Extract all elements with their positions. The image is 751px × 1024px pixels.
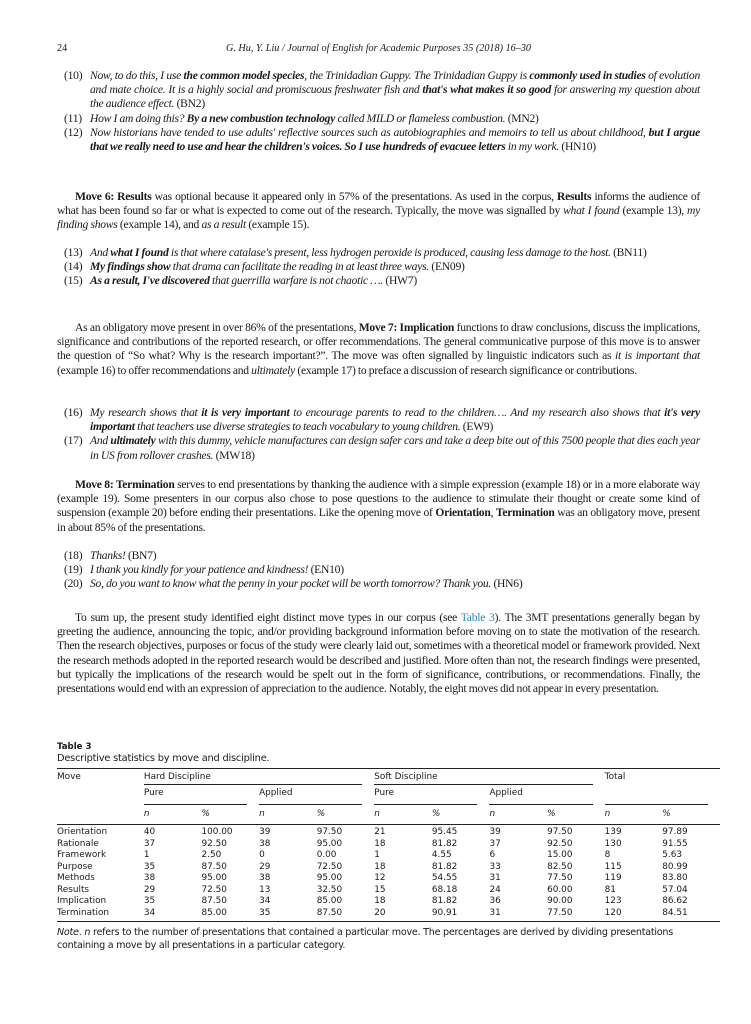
cell-sp-n: 21 (374, 827, 386, 837)
col-header-hard-applied: Applied (259, 786, 374, 806)
cell-hp-n: 40 (143, 827, 156, 837)
note-text: refers to the number of presentations that contained a particular move. The percentages are derived by dividing presentations containing a move by all presentations in a particular category. (57, 927, 673, 951)
cell-sa-n: 31 (489, 908, 547, 922)
example-number: (14) (64, 260, 83, 274)
cell-t-p: 97.89 (662, 827, 688, 837)
examples-18-20 (57, 549, 700, 592)
cell-move-name: Orientation (57, 827, 108, 837)
example-list (57, 549, 700, 592)
table-caption: Descriptive statistics by move and discipline. (57, 753, 270, 764)
table-row (57, 873, 720, 885)
cell-hp-p: 95.00 (201, 873, 227, 883)
cell-hp-p: 100.00 (201, 827, 233, 837)
cell-ha-p: 97.50 (316, 827, 343, 837)
cell-sp-p: 4.55 (431, 850, 452, 860)
example-number: (16) (64, 406, 83, 419)
section-summary (57, 611, 700, 696)
table-note: Note. n refers to the number of presentations that contained a particular move. The percentages are derived by dividing presentations containing a move by all presentations in a particular category. (57, 927, 673, 951)
cell-sp-n: 18 (374, 838, 386, 849)
cell-sp-p: 81.82 (431, 838, 458, 849)
table-row (57, 862, 720, 874)
cell-sa-p: 60.00 (547, 884, 573, 895)
cell-hp-p: 2.50 (201, 850, 222, 860)
example-text: Now, to do this, I use the common model species, the Trinidadian Guppy. The Trinidadian Guppy is commonly used in studies of evolution and mate choice. It is a highly social and promiscuous freshwater fish and that's what makes it so good for answering my question about the audience effect. (BN2) (90, 69, 700, 111)
cell-ha-n: 38 (259, 873, 271, 883)
col-header-soft-discipline: Soft Discipline (374, 769, 604, 787)
paragraph-move8-termination: Move 8: Termination serves to end presentations by thanking the audience with a simple expression (example 18) or in a more elaborate way (example 19). Some presenters in our corpus also chose to pose questions to the audience to stimulate their thought or create some kind of suspension (example 20) before ending their presentations. Like the opening move of Orientation, Termination was an obligatory move, present in about 85% of the presentations. (57, 478, 701, 534)
cell-t-n: 8 (604, 850, 611, 860)
cell-sa-p: 92.50 (547, 838, 573, 849)
cell-sp-n: 18 (374, 861, 386, 872)
cell-hp-n: 35 (143, 861, 156, 872)
col-header-n: n (144, 806, 202, 825)
note-label: Note (57, 927, 79, 938)
cell-t-p: 84.51 (662, 908, 720, 922)
journal-reference: G. Hu, Y. Liu / Journal of English for Academic Purposes 35 (2018) 16–30 (225, 43, 532, 54)
cell-t-p: 83.80 (662, 873, 688, 883)
cell-sp-p: 90.91 (432, 908, 490, 922)
example-list (57, 246, 700, 289)
table-3-link[interactable]: Table 3 (460, 611, 495, 624)
cell-ha-n: 29 (259, 861, 271, 872)
cell-sp-n: 12 (374, 873, 386, 883)
table-row (57, 839, 720, 851)
examples-10-12 (57, 69, 700, 154)
example-number: (20) (64, 577, 83, 591)
cell-sa-p: 77.50 (547, 908, 605, 922)
col-header-pct: % (317, 806, 375, 825)
cell-ha-p: 87.50 (317, 908, 375, 922)
table-row (57, 896, 720, 908)
table-row (57, 825, 720, 839)
cell-hp-n: 34 (144, 908, 202, 922)
cell-ha-n: 13 (259, 884, 271, 895)
cell-hp-n: 35 (143, 896, 156, 906)
example-text: Now historians have tended to use adults' reflective sources such as autobiographies and memoirs to tell us about childhood, but I argue that we really need to use and hear the children's voices. So I use hundreds of evacuee letters in my work. (HN10) (90, 125, 700, 154)
cell-ha-n: 34 (259, 896, 271, 906)
page-number: 24 (57, 43, 68, 54)
example-item (64, 577, 700, 591)
cell-sa-p: 97.50 (547, 827, 573, 837)
cell-sp-n: 20 (374, 908, 432, 922)
example-text: And ultimately with this dummy, vehicle manufactures can design safer cars and take a deep bite out of this 7500 people that dies each year in US from rollover crashes. (MW18) (90, 434, 700, 462)
cell-ha-p: 85.00 (316, 896, 343, 906)
table-3 (57, 742, 700, 952)
example-number: (18) (64, 549, 83, 562)
example-number: (19) (64, 563, 83, 577)
section-move6 (57, 190, 700, 233)
examples-13-15 (57, 246, 700, 289)
cell-sp-p: 68.18 (431, 884, 458, 895)
col-header-n: n (374, 806, 432, 825)
paragraph-move7-implication: As an obligatory move present in over 86% of the presentations, Move 7: Implication functions to draw conclusions, discuss the implications, significance and contributions of the reported research, or offer recommendations. The general communicative purpose of this move is to answer the question of “So what? Why is the research important?”. The move was often signalled by linguistic indicators such as it is important that (example 16) to offer recommendations and ultimately (example 17) to preface a discussion of research significance or contributions. (57, 321, 700, 377)
example-number: (11) (64, 111, 82, 125)
cell-hp-n: 38 (143, 873, 156, 883)
example-list (57, 406, 700, 463)
cell-t-n: 139 (604, 827, 622, 837)
cell-ha-p: 95.00 (316, 873, 343, 883)
cell-move-name: Methods (57, 873, 95, 883)
cell-ha-p: 95.00 (316, 838, 343, 849)
table-row (57, 908, 720, 922)
cell-move-name: Purpose (57, 861, 93, 872)
note-variable: n (84, 927, 91, 938)
cell-sa-n: 31 (489, 873, 501, 883)
example-number: (10) (64, 69, 83, 82)
col-header-soft-pure: Pure (374, 786, 489, 806)
table-row (57, 885, 720, 897)
cell-sa-n: 24 (489, 884, 501, 895)
cell-ha-n: 0 (259, 850, 265, 860)
descriptive-stats-table (57, 768, 720, 922)
col-header-move: Move (57, 769, 144, 787)
cell-t-n: 115 (604, 861, 622, 872)
running-head (57, 43, 700, 59)
col-header-n: n (259, 806, 317, 825)
cell-hp-n: 1 (143, 850, 150, 860)
example-item (64, 434, 700, 462)
cell-sa-p: 15.00 (547, 850, 573, 860)
cell-ha-p: 72.50 (316, 861, 343, 872)
cell-sp-n: 15 (374, 884, 386, 895)
cell-hp-n: 29 (143, 884, 156, 895)
section-move7 (57, 321, 700, 378)
example-item (64, 126, 700, 154)
cell-move-name: Implication (57, 896, 107, 906)
cell-ha-n: 39 (259, 827, 271, 837)
example-item (64, 246, 700, 260)
section-move8 (57, 478, 700, 535)
example-number: (13) (64, 246, 83, 259)
summary-text-start: To sum up, the present study identified eight distinct move types in our corpus (see (75, 611, 461, 624)
cell-sp-n: 18 (374, 896, 386, 906)
summary-text-rest: ). The 3MT presentations generally began by greeting the audience, announcing the topic, and/or providing background information before moving on to state the motivation of the research. Then the research objectives, purposes or focus of the study were clearly laid out, sometimes with a theoretical model or framework provided. Next the research methods adopted in the reported research would be described and justified. More often than not, the research findings were presented, but typically the implications of the research would be spelt out in the form of significance, contributions, or recommendations. Finally, the presentations would end with an expression of appreciation to the audience. Notably, the eight moves did not appear in every presentation. (57, 611, 700, 696)
cell-move-name: Framework (57, 850, 107, 860)
paragraph-move6-results: Move 6: Results was optional because it appeared only in 57% of the presentations. As used in the corpus, Results informs the audience of what has been found so far or what is expected to come out of the research. Typically, the move was signalled by what I found (example 13), my finding shows (example 14), and as a result (example 15). (57, 190, 701, 232)
cell-t-p: 5.63 (662, 850, 683, 860)
example-item (64, 549, 700, 563)
cell-t-p: 80.99 (662, 861, 688, 872)
col-header-pct: % (432, 806, 490, 825)
table-body (57, 825, 720, 922)
cell-move-name: Results (57, 884, 90, 895)
cell-ha-n: 35 (259, 908, 317, 922)
col-header-pct: % (202, 806, 260, 825)
cell-t-n: 123 (604, 896, 622, 906)
col-header-hard-discipline: Hard Discipline (144, 769, 374, 787)
cell-sa-n: 37 (489, 838, 501, 849)
example-number: (15) (64, 274, 83, 288)
example-text: My research shows that it is very important to encourage parents to read to the children…. And my research also shows that it's very important that teachers use diverse strategies to teach vocabulary to young children. (EW9) (90, 406, 700, 434)
col-header-hard-pure: Pure (144, 786, 259, 806)
example-text: And what I found is that where catalase's present, less hydrogen peroxide is produced, causing less damage to the host. (BN11) (90, 246, 647, 259)
cell-sa-p: 77.50 (547, 873, 573, 883)
col-header-total: Total (605, 769, 720, 787)
col-header-pct: % (547, 806, 605, 825)
example-text: I thank you kindly for your patience and kindness! (EN10) (90, 563, 344, 577)
cell-t-n: 120 (605, 908, 663, 922)
col-header-n: n (605, 806, 663, 825)
cell-sp-p: 95.45 (431, 827, 458, 837)
cell-move-name: Rationale (57, 838, 99, 849)
col-header-soft-applied: Applied (489, 786, 604, 806)
cell-sa-n: 6 (489, 850, 496, 860)
example-text: My findings show that drama can facilitate the reading in at least three ways. (EN09) (90, 260, 465, 274)
cell-ha-p: 0.00 (316, 850, 337, 860)
cell-hp-p: 92.50 (201, 838, 227, 849)
example-text: How I am doing this? By a new combustion technology called MILD or flameless combustion. (MN2) (90, 111, 539, 125)
cell-t-p: 86.62 (662, 896, 688, 906)
table-label: Table 3 (57, 742, 92, 752)
cell-t-n: 119 (604, 873, 622, 883)
examples-16-17 (57, 406, 700, 463)
cell-sp-n: 1 (374, 850, 380, 860)
cell-sa-p: 82.50 (547, 861, 573, 872)
cell-hp-p: 72.50 (201, 884, 227, 895)
example-item (64, 260, 700, 274)
col-header-total-blank (605, 786, 720, 806)
example-item (64, 274, 700, 288)
cell-sa-n: 33 (489, 861, 501, 872)
cell-hp-p: 87.50 (201, 896, 227, 906)
cell-ha-p: 32.50 (316, 884, 343, 895)
cell-t-p: 91.55 (662, 838, 688, 849)
example-number: (12) (64, 125, 83, 139)
cell-sp-p: 81.82 (431, 896, 458, 906)
cell-hp-n: 37 (143, 838, 156, 849)
example-item (64, 112, 700, 126)
cell-hp-p: 85.00 (202, 908, 260, 922)
paragraph-summary (57, 611, 700, 696)
example-list (57, 69, 700, 154)
cell-hp-p: 87.50 (201, 861, 227, 872)
example-item (64, 69, 700, 112)
cell-sa-n: 36 (489, 896, 501, 906)
cell-sa-p: 90.00 (547, 896, 573, 906)
cell-t-n: 130 (604, 838, 622, 849)
cell-t-n: 81 (604, 884, 616, 895)
example-number: (17) (64, 434, 83, 448)
cell-ha-n: 38 (259, 838, 271, 849)
example-text: As a result, I've discovered that guerrilla warfare is not chaotic …. (HW7) (90, 274, 417, 288)
cell-t-p: 57.04 (662, 884, 688, 895)
col-header-n: n (489, 806, 547, 825)
table-row (57, 850, 720, 862)
example-text: Thanks! (BN7) (90, 549, 157, 562)
cell-sa-n: 39 (489, 827, 501, 837)
example-text: So, do you want to know what the penny in your pocket will be worth tomorrow? Thank you. (HN6) (90, 577, 523, 591)
cell-sp-p: 54.55 (431, 873, 458, 883)
example-item (64, 406, 700, 434)
example-item (64, 563, 700, 577)
cell-sp-p: 81.82 (431, 861, 458, 872)
col-header-pct: % (662, 806, 720, 825)
cell-move-name: Termination (57, 908, 144, 922)
